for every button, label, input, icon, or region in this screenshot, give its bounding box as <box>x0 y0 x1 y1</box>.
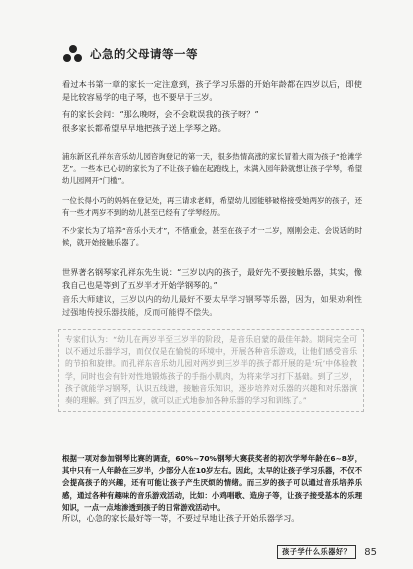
paragraph-kindergarten-report: 浦东新区孔祥东音乐幼儿园咨询登记的第一天，很多热情高涨的家长冒着大雨为孩子“抢滩学艺”。一些本已心切的家长为了不让孩子输在起跑线上，未满入园年龄就想让孩子学琴，希望幼儿园网开“门槛”。 <box>62 152 362 186</box>
paragraph-music-talent: 不少家长为了培养“音乐小天才”，不惜重金，甚至在孩子才一二岁，刚刚会走、会说话的时候，就开始接触乐器了。 <box>62 226 362 248</box>
page-number: 85 <box>364 546 377 558</box>
paragraph-parent-question: 有的家长会问：“那么晚呀，会不会耽误我的孩子呀？” <box>62 109 259 119</box>
running-footer-title: 孩子学什么乐器好？ <box>277 545 356 559</box>
paragraph-parents-hope: 很多家长都希望早早地把孩子送上学琴之路。 <box>62 123 226 133</box>
paragraph-competition-survey: 根据一项对参加钢琴比赛的调查，60%~70%钢琴大赛获奖者的初次学琴年龄在6~8岁，其中只有一人年龄在三岁半，少部分人在10岁左右。因此，太早的让孩子学习乐器，不仅不会提高孩子的兴趣，还有可能让孩子产生厌烦的情绪。而三岁的孩子可以通过音乐培养乐感，通过各种有趣味的音乐游戏活动，比如：小鸡唱歌、造房子等，让孩子接受基本的乐理知识，一点一点地渗透到孩子的日常游戏活动中。 <box>62 454 362 512</box>
section-title: 心急的父母请等一等 <box>90 47 198 61</box>
paragraph-intro: 看过本书第一章的家长一定注意到，孩子学习乐器的开始年龄都在四岁以后，即使是比较容易学的电子琴，也不要早于三岁。 <box>62 79 362 103</box>
paragraph-conclusion: 所以，心急的家长最好等一等，不要过早地让孩子开始乐器学习。 <box>62 513 300 523</box>
page-footer <box>277 545 377 559</box>
section-header <box>62 44 198 64</box>
paragraph-master-advice: 音乐大师建议，三岁以内的幼儿最好不要太早学习钢琴等乐器，因为，如果劝利性过强地传授乐器技能，反而可能得不偿失。 <box>62 294 362 318</box>
paragraph-two-year-old: 一位长得小巧的妈妈在登记处，再三请求老师，希望幼儿园能够破格接受她两岁的孩子，还有一些才两岁不到的幼儿甚至已经有了学琴经历。 <box>62 196 362 218</box>
paragraph-pianist-quote: 世界著名钢琴家孔祥东先生说：“三岁以内的孩子，最好先不要接触乐器，其实，像我自己也是等到了五岁半才开始学钢琴的。” <box>62 267 362 291</box>
paragraph-expert-opinion: 专家们认为：“幼儿在两岁半至三岁半的阶段，是音乐启蒙的最佳年龄。期间完全可以不通过乐器学习，而仅仅是在愉悦的环境中，开展各种音乐游戏，让他们感受音乐的节拍和旋律。而孔祥东音乐幼儿园对两岁到三岁半的孩子都开展的是‘玩’中体验教学，同时也会有针对性地锻炼孩子的手指小肌肉，为将来学习打下基础。到了三岁，孩子就能学习钢琴，认识五线谱，接触音乐知识，逐步培养对乐器的兴趣和对乐器演奏的理解。到了四五岁，就可以正式地参加各种乐器的学习和训练了。” <box>58 329 364 412</box>
three-dots-icon <box>62 45 84 63</box>
